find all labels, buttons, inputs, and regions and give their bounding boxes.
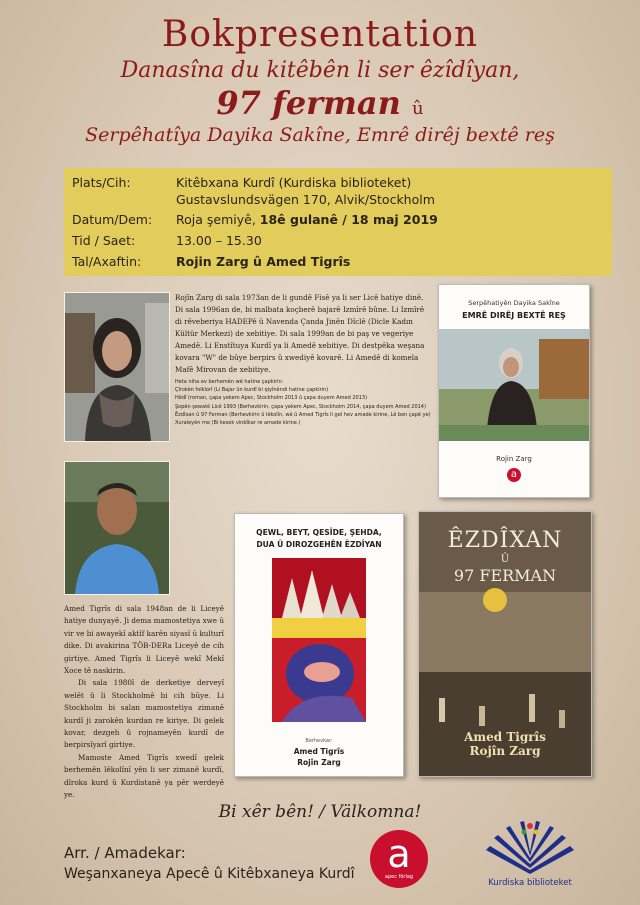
works-item-5: Xuraleyên me (Bi kesek vinbîkar re amade kirine.) <box>175 420 301 427</box>
book3-title-line2: 97 FERMAN <box>453 566 557 585</box>
bio-rojin-works <box>175 378 435 427</box>
book2-editor-label: Berhevkar: <box>305 738 333 744</box>
book3-author2: Rojîn Zarg <box>469 744 541 758</box>
book-title-97-ferman: 97 ferman <box>216 84 401 122</box>
kurdish-library-logo <box>480 818 580 892</box>
book3-title-line1: ÊZDÎXAN <box>447 528 563 553</box>
place-line1: Kitêbxana Kurdî (Kurdiska biblioteket) <box>176 175 412 190</box>
book-cover-qewl-beyt <box>234 513 404 777</box>
bio-amed-p2: Di sala 1980î de derketiye derveyî welêt û li Stockholmê bi cih bûye. Li Stockholm bi salan mamostetiya zimanê kurdî ji zarokên kurdan re kiriye. Di gelek kovar, dezgeh û rojnameyên kurdî de berpirsîyarî girtiye. <box>64 678 224 750</box>
works-item-3: Şopên şewatê Licê 1993 (Berhevkirin, çapa yekem Apec, Stockholm 2014, çapa duyem Amed 2014) <box>175 403 426 410</box>
subtitle-line3: Serpêhatîya Dayika Sakîne, Emrê dirêj bextê reş <box>85 124 555 146</box>
apec-logo-letter: a <box>387 832 411 876</box>
book1-author: Rojin Zarg <box>496 455 532 463</box>
subtitle-line2 <box>0 84 640 122</box>
works-item-2: Hêdî (roman, çapa yekem Apec, Stockholm 2013 û çapa duyem Amed 2013) <box>175 395 368 402</box>
book2-author2: Rojîn Zarg <box>297 758 341 767</box>
works-item-4: Êzdîxan û 97 Ferman (Berhevkirin û lêkolîn, wê û Amed Tigrîs li gel hev amade kirine, Lê ben çapê ye) <box>175 411 431 418</box>
place-line2: Gustavslundsvägen 170, Alvik/Stockholm <box>176 192 435 207</box>
book1-title: EMRÊ DIRÊJ BEXTÊ REŞ <box>462 311 566 320</box>
author-photo-amed-tigris <box>64 461 170 595</box>
works-title: Heta niha ev berhemên wê hatine çapkirin: <box>175 379 284 385</box>
date-bold: 18ê gulanê / 18 maj 2019 <box>259 212 438 227</box>
date-value <box>176 212 438 227</box>
bio-amed-p3: Mamoste Amed Tigrîs xwedî gelek berhemên lêkolînî yên li ser zimanê kurdî, dîroka kurd û Kurdistanê ya pêr werdeyê ye. <box>64 752 224 800</box>
speakers-value: Rojin Zarg û Amed Tigrîs <box>176 254 351 269</box>
book2-title-line1: QEWL, BEYT, QESÎDE, ŞEHDA, <box>256 528 382 537</box>
book2-cover-art-icon <box>272 558 366 722</box>
place-label: Plats/Cih: <box>72 175 131 190</box>
speakers-label: Tal/Axaftin: <box>72 254 142 269</box>
subtitle-line1: Danasîna du kitêbên li ser êzîdîyan, <box>120 58 520 83</box>
apec-logo-name: apec förlag <box>384 874 414 880</box>
book-cover-emre-direj <box>438 284 590 498</box>
library-name: Kurdiska biblioteket <box>488 878 572 888</box>
bio-amed-p1: Amed Tigrîs di sala 1948an de li Liceyê hatiye dunyayê. Ji dema mamostetiya xwe û vir ve bi awayekî aktîf karên siyasî û kulturî dike. Di avakirina TÖB-DERa Liceyê de cih girtiye. Amed Tigrîs li Liceyê wekî Mekî Xoce tê naskirin. <box>64 604 224 676</box>
conjunction: û <box>412 98 424 119</box>
welcome-text: Bi xêr bên! / Välkomna! <box>218 802 422 822</box>
book3-title-conj: Û <box>500 554 510 565</box>
book3-author1: Amed Tigrîs <box>464 730 546 744</box>
book2-title-line2: DUA Û DIROZGEHÊN ÊZDÎYAN <box>256 540 382 549</box>
organizer-label: Arr. / Amadekar: <box>64 844 186 862</box>
time-value: 13.00 – 15.30 <box>176 233 262 248</box>
book-cover-ezdixan <box>418 511 592 777</box>
book1-apec-logo: a <box>507 468 521 482</box>
portrait-man-icon <box>65 462 169 594</box>
apec-logo <box>370 830 428 888</box>
time-label: Tid / Saet: <box>72 233 136 248</box>
bio-amed-tigris <box>64 603 224 802</box>
open-book-icon <box>480 818 580 878</box>
organizer-value: Weşanxaneya Apecê û Kitêbxaneya Kurdî <box>64 866 355 882</box>
book1-subtitle: Serpêhatiyên Dayika Sakîne <box>468 299 560 307</box>
author-photo-rojin-zarg <box>64 292 170 442</box>
date-label: Datum/Dem: <box>72 212 153 227</box>
works-item-1: Çîrokên folklorî (Li Bajar ûn kurdî bi qiyînêndi hatine çapkirin) <box>175 387 329 394</box>
book1-cover-photo-icon <box>439 329 589 441</box>
page-title: Bokpresentation <box>161 14 479 55</box>
date-weekday: Roja şemiyê, <box>176 212 260 227</box>
portrait-woman-icon <box>65 293 169 441</box>
event-info-box <box>64 168 612 276</box>
bio-rojin-zarg: Rojîn Zarg di sala 1973an de li gundê Fisê ya li ser Licê hatiye dinê. Di sala 1996an de, bi malbata koçberê bajarê Izmîrê bûne. Li Izmîrê di rêveberiya HADEPê û Navenda Çanda Jinên Dîclê (Dicle Kadın Kültür Merkezi) de xebitiye. Di sala 1999an de bi paş ve vegeriye Amedê. Li Enstîtuya Kurdî ya li Amedê xebitiye. Di destpêka weşana kovara "W" de bûye berpirs û xwediyê kovarê. Li Amedê di komela Mafê Mirovan de xebitiye. <box>175 293 425 374</box>
book2-author1: Amed Tigrîs <box>293 747 345 756</box>
